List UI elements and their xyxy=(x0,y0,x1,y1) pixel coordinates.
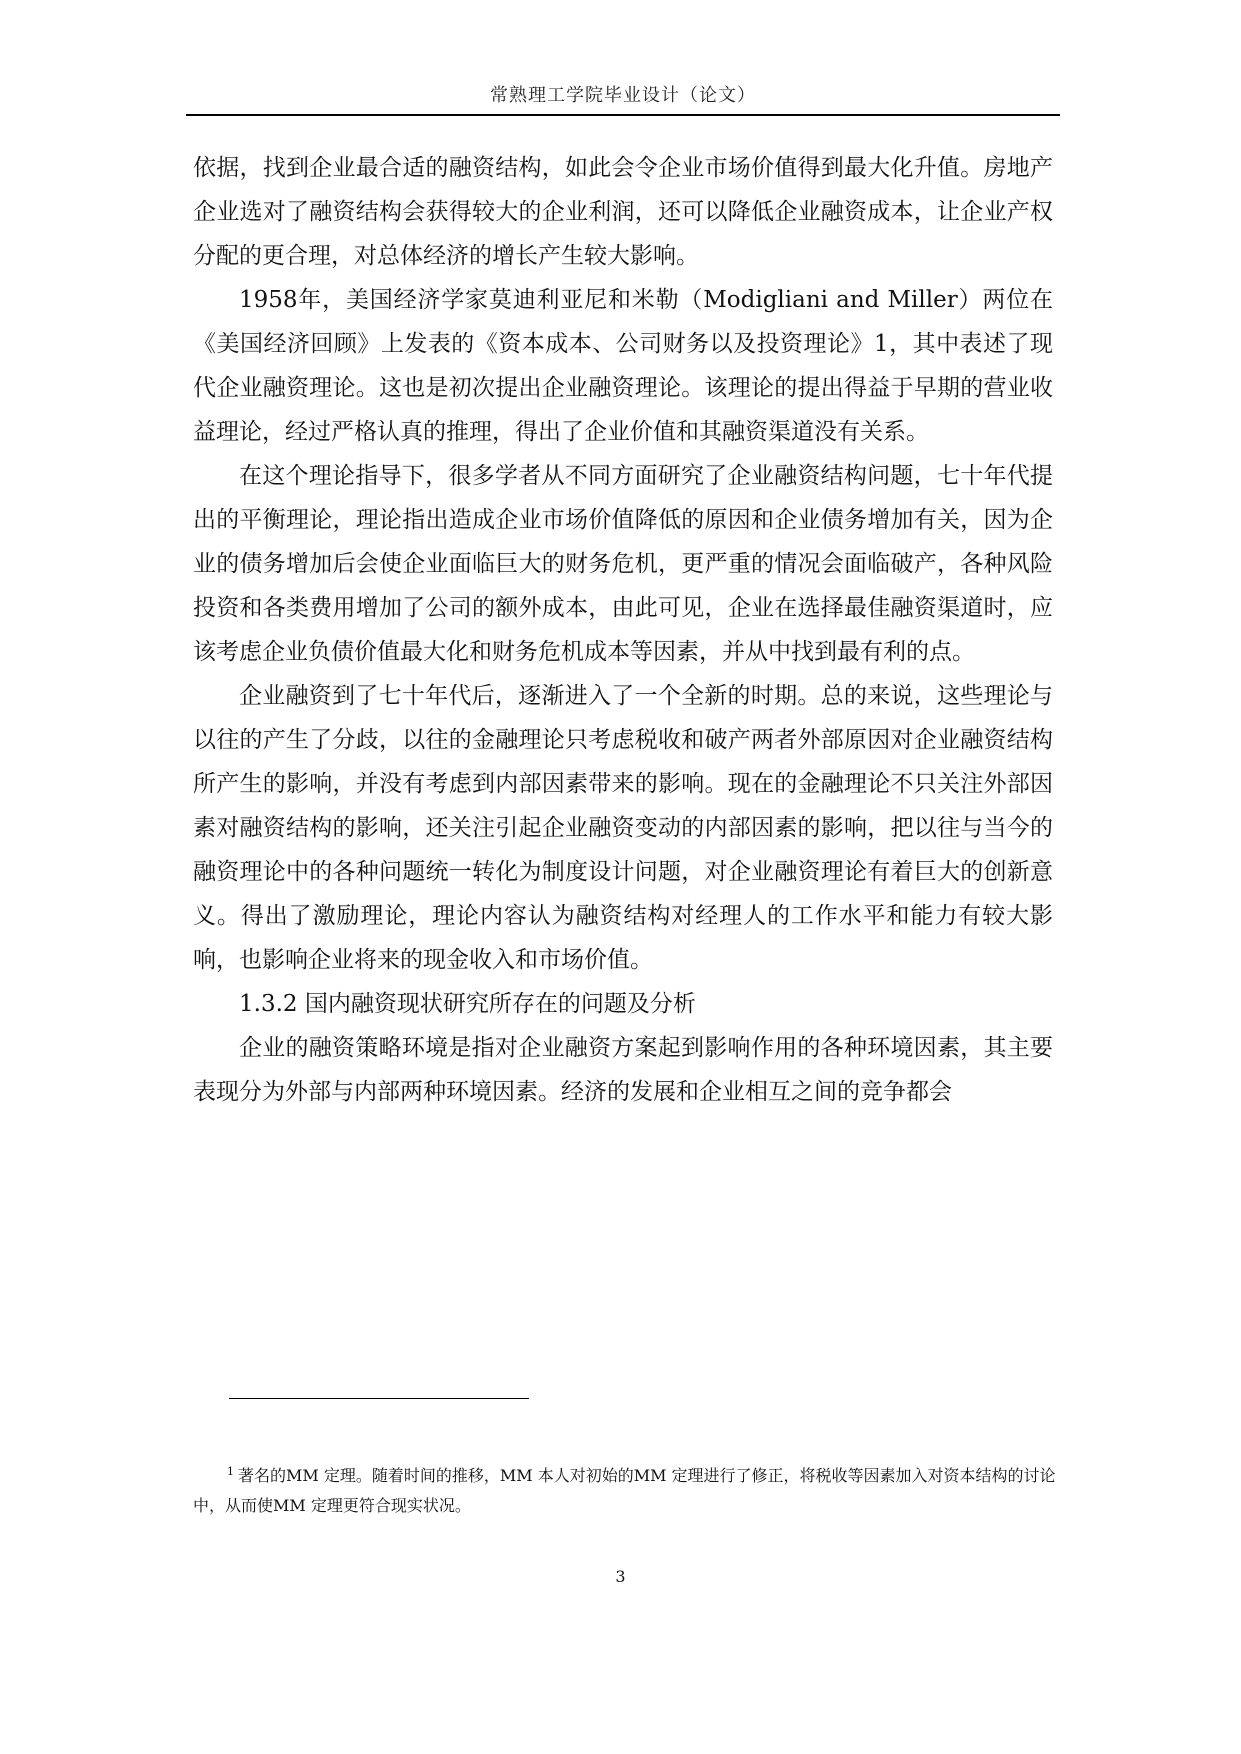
paragraph-continued: 依据，找到企业最合适的融资结构，如此会令企业市场价值得到最大化升值。房地产企业选对了融资结构会获得较大的企业利润，还可以降低企业融资成本，让企业产权分配的更合理，对总体经济的增长产生较大影响。 xyxy=(193,155,1053,269)
page-number: 3 xyxy=(615,1567,626,1586)
footnote-marker: 1 xyxy=(227,1464,234,1478)
paragraph-tradeoff-theory: 在这个理论指导下，很多学者从不同方面研究了企业融资结构问题，七十年代提出的平衡理论，理论指出造成企业市场价值降低的原因和企业债务增加有关，因为企业的债务增加后会使企业面临巨大的财务危机，更严重的情况会面临破产，各种风险投资和各类费用增加了公司的额外成本，由此可见，企业在选择最佳融资渠道时，应该考虑企业负债价值最大化和财务危机成本等因素，并从中找到最有利的点。 xyxy=(193,463,1053,665)
header-rule xyxy=(186,114,1060,116)
paragraph-financing-environment: 企业的融资策略环境是指对企业融资方案起到影响作用的各种环境因素，其主要表现分为外部与内部两种环境因素。经济的发展和企业相互之间的竞争都会 xyxy=(193,1035,1053,1105)
footnote-text: 著名的MM 定理。随着时间的推移，MM 本人对初始的MM 定理进行了修正，将税收等因素加入对资本结构的讨论中，从而使MM 定理更符合现实状况。 xyxy=(193,1466,1056,1515)
section-heading: 1.3.2 国内融资现状研究所存在的问题及分析 xyxy=(239,991,696,1017)
paragraph-mm-theory: 1958年，美国经济学家莫迪利亚尼和米勒（Modigliani and Miller）两位在《美国经济回顾》上发表的《资本成本、公司财务以及投资理论》1，其中表述了现代企业融资理论。这也是初次提出企业融资理论。该理论的提出得益于早期的营业收益理论，经过严格认真的推理，得出了企业价值和其融资渠道没有关系。 xyxy=(193,287,1053,445)
body-text xyxy=(193,146,1053,1114)
paragraph-incentive-theory: 企业融资到了七十年代后，逐渐进入了一个全新的时期。总的来说，这些理论与以往的产生了分歧，以往的金融理论只考虑税收和破产两者外部原因对企业融资结构所产生的影响，并没有考虑到内部因素带来的影响。现在的金融理论不只关注外部因素对融资结构的影响，还关注引起企业融资变动的内部因素的影响，把以往与当今的融资理论中的各种问题统一转化为制度设计问题，对企业融资理论有着巨大的创新意义。得出了激励理论，理论内容认为融资结构对经理人的工作水平和能力有较大影响，也影响企业将来的现金收入和市场价值。 xyxy=(193,683,1053,973)
footnote-rule xyxy=(229,1398,529,1399)
running-header: 常熟理工学院毕业设计（论文） xyxy=(490,85,756,106)
footnote xyxy=(193,1461,1061,1521)
